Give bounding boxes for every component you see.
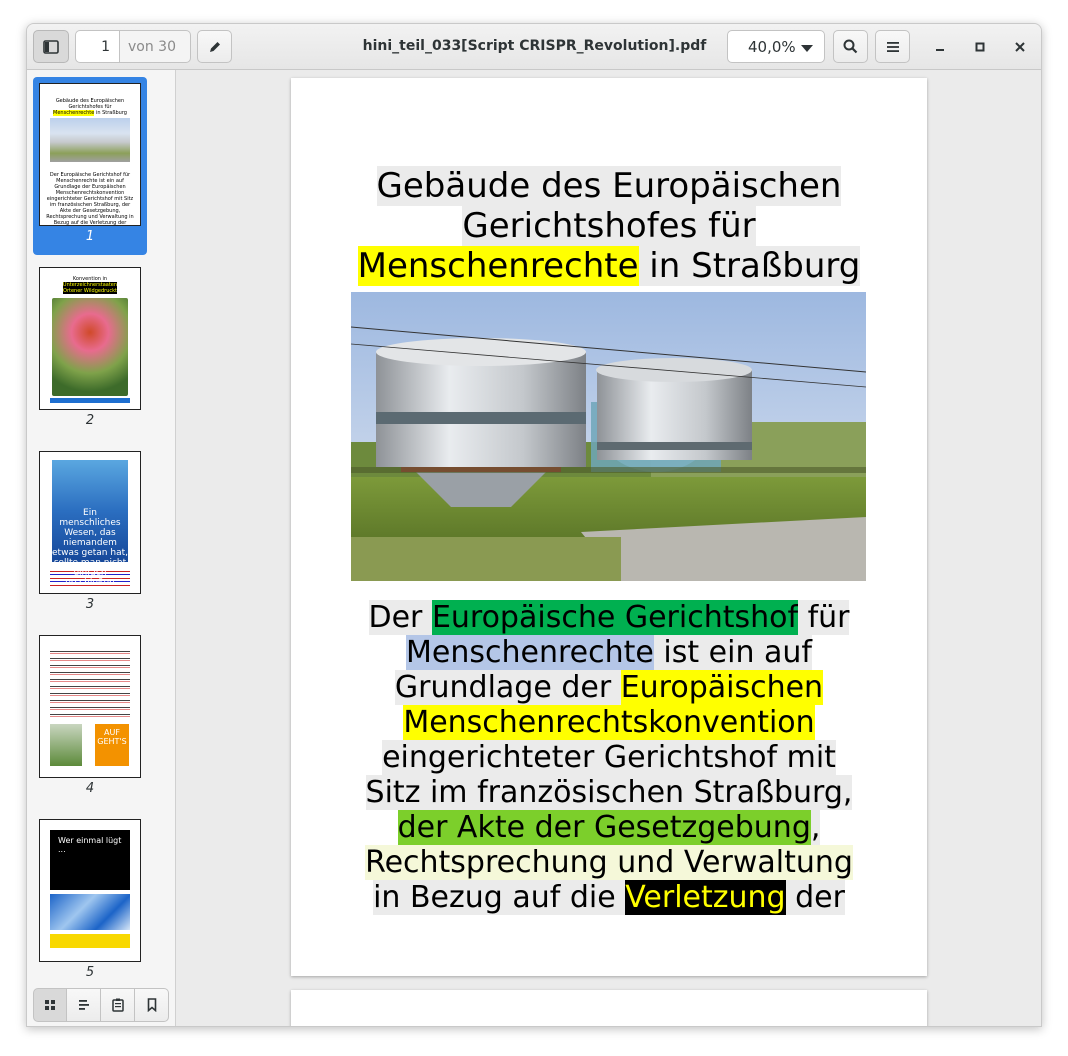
document-page-1 bbox=[291, 78, 927, 976]
thumbnail-image bbox=[39, 267, 141, 410]
sidebar-view-switcher bbox=[33, 988, 169, 1022]
page-selector[interactable] bbox=[75, 30, 191, 63]
body-text: für bbox=[798, 600, 850, 635]
body-text: der bbox=[785, 880, 845, 915]
thumbnail-label: 3 bbox=[85, 597, 95, 612]
menu-button[interactable] bbox=[875, 30, 910, 63]
thumbnail-label: 1 bbox=[85, 229, 95, 244]
thumb-text: Ortener Wildgedruckt bbox=[63, 288, 117, 294]
minimize-icon bbox=[935, 42, 945, 52]
thumbnail-page-1[interactable] bbox=[33, 77, 147, 255]
sidebar-toggle-button[interactable] bbox=[33, 30, 69, 63]
grid-icon bbox=[44, 999, 56, 1011]
thumb-title bbox=[40, 98, 140, 116]
search-button[interactable] bbox=[833, 30, 868, 63]
thumb-photo bbox=[52, 460, 128, 588]
document-view[interactable] bbox=[177, 70, 1042, 1027]
document-title: hini_teil_033[Script CRISPR_Revolution].pdf bbox=[362, 38, 707, 54]
pencil-icon bbox=[208, 40, 222, 54]
page-count-label: von 30 bbox=[120, 30, 191, 63]
body-highlight: Verletzung bbox=[625, 880, 786, 915]
chevron-down-icon bbox=[801, 45, 813, 52]
thumb-text: Ein menschliches Wesen, das niemandem etwas getan hat, sollte man nicht einfach erschießen bbox=[52, 508, 128, 588]
body-text: Der bbox=[368, 600, 432, 635]
thumb-text: Menschenrechte bbox=[53, 110, 95, 116]
body-highlight: Europäische Gerichtshof bbox=[431, 600, 799, 635]
thumb-text: Konvention in bbox=[72, 276, 108, 282]
bookmark-icon bbox=[147, 998, 157, 1012]
minimize-button[interactable] bbox=[931, 38, 949, 56]
document-page-2 bbox=[291, 990, 927, 1027]
document-viewer-window bbox=[26, 23, 1042, 1027]
page-body-text bbox=[331, 600, 887, 915]
outline-view-button[interactable] bbox=[67, 988, 101, 1022]
thumbnail-page-4[interactable] bbox=[33, 629, 147, 807]
thumb-text: in Straßburg bbox=[94, 110, 127, 116]
thumb-text: Der Europäische Gerichtshof für Menschenrechte ist ein auf Grundlage der Europäischen Menschenrechtskonvention eingerichteter Gerichtshof mit Sitz im französischen Straßburg, der Akte der Gesetzgebung, Rechtsprechung und Verwaltung in Bezug auf die Verletzung der bbox=[46, 172, 134, 226]
title-line: Gebäude des Europäischen bbox=[376, 166, 842, 206]
body-text: , bbox=[810, 810, 821, 845]
thumb-photo bbox=[52, 298, 128, 396]
body-highlight: Menschenrechtskonvention bbox=[403, 705, 815, 740]
thumbnail-page-3[interactable] bbox=[33, 445, 147, 623]
thumb-text-block bbox=[40, 276, 140, 294]
thumb-bar bbox=[50, 398, 130, 403]
zoom-value: 40,0% bbox=[748, 37, 796, 56]
body-text: ist ein auf bbox=[653, 635, 812, 670]
annotations-view-button[interactable] bbox=[101, 988, 135, 1022]
thumb-text: Wer einmal lügt ... bbox=[58, 836, 122, 854]
title-line: Gerichtshofes für bbox=[462, 206, 756, 246]
maximize-icon bbox=[975, 42, 985, 52]
thumb-photo bbox=[50, 118, 130, 162]
header-bar bbox=[27, 24, 1041, 70]
thumb-text-lines bbox=[50, 648, 130, 718]
thumbnail-page-2[interactable] bbox=[33, 261, 147, 439]
bookmarks-view-button[interactable] bbox=[135, 988, 169, 1022]
thumb-orange-box bbox=[95, 724, 129, 766]
thumb-photo bbox=[50, 894, 130, 930]
close-button[interactable] bbox=[1011, 38, 1029, 56]
body-text: eingerichteter Gerichtshof mit bbox=[382, 740, 836, 775]
maximize-button[interactable] bbox=[971, 38, 989, 56]
title-line: in Straßburg bbox=[638, 246, 861, 286]
thumbnail-image bbox=[39, 83, 141, 226]
page-title bbox=[331, 166, 887, 286]
page-number-input[interactable]: 1 bbox=[75, 30, 120, 63]
body-text: Sitz im französischen Straßburg, bbox=[365, 775, 853, 810]
thumb-text: AUF GEHT'S bbox=[97, 728, 127, 746]
notes-icon bbox=[112, 998, 124, 1012]
zoom-select[interactable] bbox=[727, 30, 825, 63]
search-icon bbox=[843, 39, 858, 54]
body-highlight: Menschenrechte bbox=[406, 635, 654, 670]
body-text: in Bezug auf die bbox=[373, 880, 626, 915]
body-highlight: Rechtsprechung und Verwaltung bbox=[365, 845, 853, 880]
body-highlight: Europäischen bbox=[620, 670, 824, 705]
sidebar-icon bbox=[43, 40, 59, 54]
annotate-button[interactable] bbox=[197, 30, 232, 63]
close-icon bbox=[1015, 42, 1025, 52]
body-text: Grundlage der bbox=[394, 670, 621, 705]
thumbnail-label: 4 bbox=[85, 781, 95, 796]
thumbnail-image bbox=[39, 635, 141, 778]
thumb-black-box bbox=[50, 830, 130, 890]
thumbnails-view-button[interactable] bbox=[33, 988, 67, 1022]
hamburger-menu-icon bbox=[886, 41, 900, 53]
thumb-photo bbox=[50, 724, 82, 766]
thumbnail-page-5[interactable] bbox=[33, 813, 147, 991]
thumb-text: Gebäude des Europäischen bbox=[55, 98, 125, 104]
thumbnail-image bbox=[39, 451, 141, 594]
thumb-text: Unterzeichnerstaaten bbox=[62, 282, 118, 288]
thumbnail-sidebar bbox=[27, 70, 176, 1027]
title-highlight: Menschenrechte bbox=[357, 246, 639, 286]
thumbnail-label: 5 bbox=[85, 965, 95, 980]
thumb-text: Gerichtshofes für bbox=[68, 104, 112, 110]
thumbnail-label: 2 bbox=[85, 413, 95, 428]
thumbnail-image bbox=[39, 819, 141, 962]
outline-icon bbox=[78, 999, 90, 1011]
court-building-photo bbox=[351, 292, 866, 581]
thumb-yellow-box bbox=[50, 934, 130, 948]
body-highlight: der Akte der Gesetzgebung bbox=[397, 810, 811, 845]
